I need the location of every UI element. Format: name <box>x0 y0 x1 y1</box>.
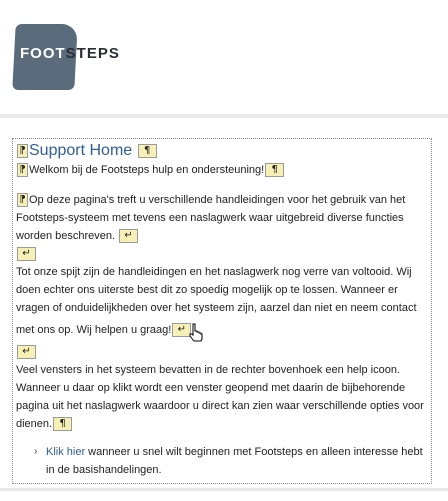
paragraph-start-mark-icon: ⁋ <box>17 163 28 177</box>
paragraph-mark-icon: ¶ <box>138 144 157 158</box>
rich-text-editor[interactable] <box>12 138 432 484</box>
page-title: ⁋ Support Home ¶ <box>16 141 428 161</box>
welcome-paragraph: ⁋ Welkom bij de Footsteps hulp en ondersteuning! ¶ <box>16 161 428 179</box>
logo-text: FOOTSTEPS <box>20 45 120 62</box>
intro-paragraph: ⁋ Op deze pagina's treft u verschillende handleidingen voor het gebruik van het Footsteps-systeem met tevens een naslagwerk waar uitgebreid diverse functies worden beschreven. ↵ <box>16 194 406 242</box>
chevron-right-icon: › <box>34 446 38 457</box>
paragraph-mark-icon: ¶ <box>265 163 284 177</box>
list-item: › Klik hier wanneer u snel wilt beginnen met Footsteps en alleen interesse hebt in de basishandelingen. <box>46 443 428 479</box>
footer-divider <box>0 488 448 491</box>
line-break-mark-icon: ↵ <box>172 323 191 337</box>
line-break-mark-icon: ↵ <box>17 345 36 359</box>
footsteps-logo <box>14 24 164 90</box>
paragraph-start-mark-icon: ⁋ <box>17 193 28 207</box>
paragraph-mark-icon: ¶ <box>53 417 72 431</box>
click-here-link[interactable]: Klik hier <box>46 446 86 458</box>
header-divider <box>0 114 448 118</box>
line-break-mark-icon: ↵ <box>119 229 138 243</box>
hand-cursor-icon <box>188 323 204 343</box>
help-paragraph: Veel vensters in het systeem bevatten in de rechter bovenhoek een help icoon. Wanneer u daar op klikt wordt een venster geopend met daarin de bijbehorende pagina uit het naslagwerk waardoor u direct kan zien waar verschillende opties voor dienen. ¶ <box>16 364 424 430</box>
paragraph-start-mark-icon: ⁋ <box>17 144 28 158</box>
line-break-mark-icon: ↵ <box>17 247 36 261</box>
help-links-list <box>16 443 428 479</box>
empty-line <box>16 343 428 361</box>
status-paragraph: Tot onze spijt zijn de handleidingen en het naslagwerk nog verre van voltooid. Wij doen echter ons uiterste best dit zo spoedig mogelijk op te lossen. Wanneer er vragen of onduidelijkheden over het systeem zijn, aarzel dan niet en neem contact met ons op. Wij helpen u graag! ↵ <box>16 263 428 343</box>
empty-line <box>16 245 428 263</box>
